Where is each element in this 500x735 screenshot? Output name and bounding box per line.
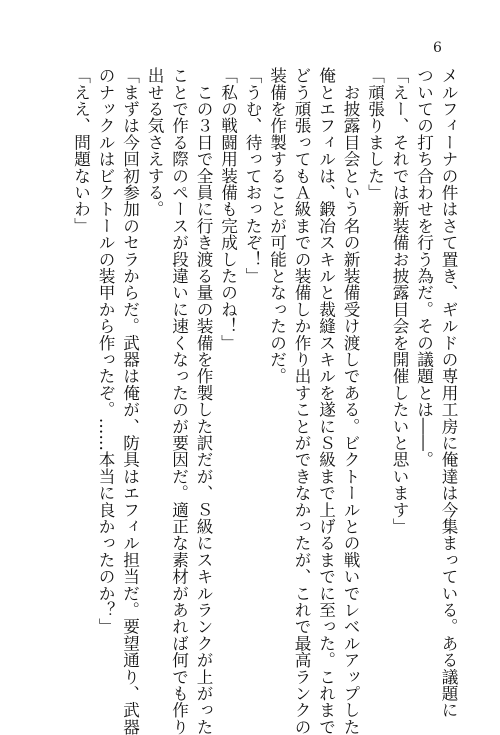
text-line: ついての打ち合わせを行う為だ。その議題とは――。 — [414, 67, 434, 468]
page-number: 6 — [433, 40, 442, 56]
text-line: 「うむ、待っておったぞ！」 — [243, 67, 262, 285]
text-line: 俺とエフィルは、鍛冶スキルと裁縫スキルを遂にＳ級まで上げるまでに至った。これまで — [316, 67, 336, 735]
text-line: お披露目会という名の新装備受け渡しである。ビクトールとの戦いでレベルアップした — [341, 67, 360, 735]
text-line: ことで作る際のペースが段違いに速くなったのが要因だ。適正な素材があれば何でも作り — [169, 67, 189, 735]
text-line: 「ええ、問題ないわ」 — [71, 67, 91, 234]
text-line: どう頑張ってもＡ級までの装備しか作り出すことができなかったが、これで最高ランクの — [292, 67, 311, 735]
text-line: のナックルはビクトールの装甲から作ったぞ。……本当に良かったのか？」 — [96, 67, 115, 635]
text-line: 「私の戦闘用装備も完成したのね！」 — [218, 67, 238, 351]
vertical-text-body — [68, 67, 460, 735]
text-line: メルフィーナの件はさて置き、ギルドの専用工房に俺達は今集まっている。ある議題に — [439, 67, 458, 719]
text-line: 「えー、それでは新装備お披露目会を開催したいと思います」 — [390, 67, 409, 535]
text-line: 「まずは今回初参加のセラからだ。武器は俺が、防具はエフィル担当だ。要望通り、武器 — [120, 67, 140, 735]
text-line: この３日で全員に行き渡る量の装備を作製した訳だが、Ｓ級にスキルランクが上がった — [194, 67, 213, 735]
text-line: 「頑張りました」 — [365, 67, 385, 201]
text-line: 装備を作製することが可能となったのだ。 — [267, 67, 287, 385]
text-line: 出せる気さえする。 — [145, 67, 164, 218]
